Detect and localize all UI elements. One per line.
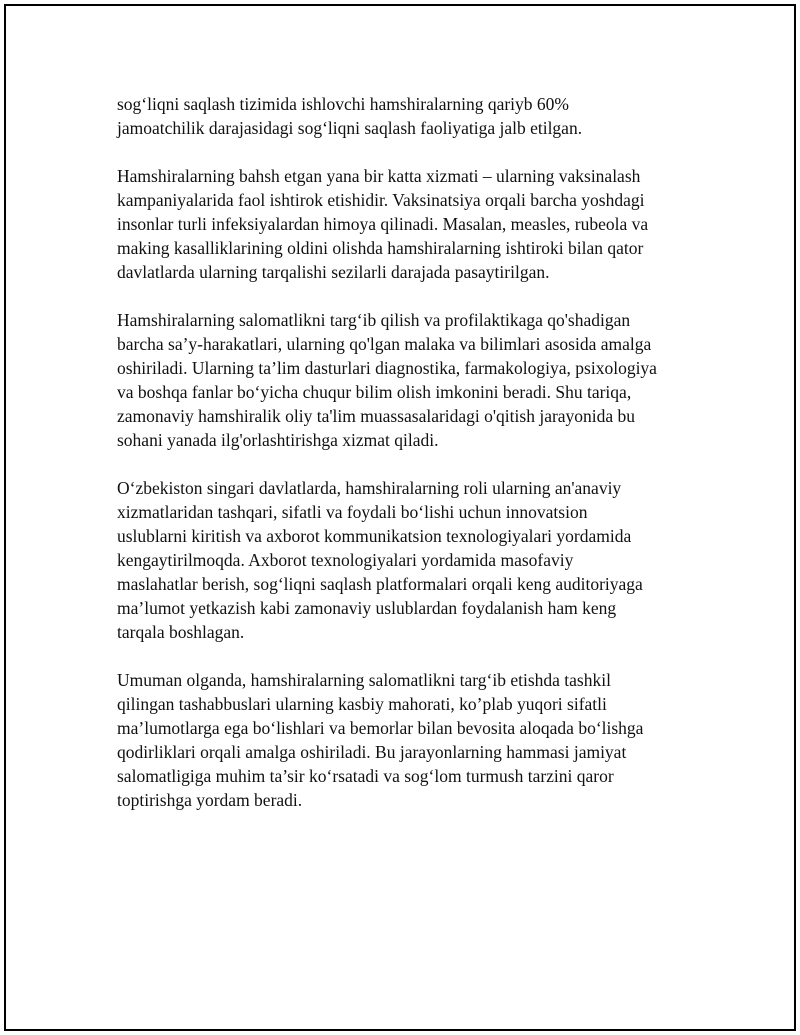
text-line: toptirishga yordam beradi. bbox=[117, 790, 303, 810]
text-line: salomatligiga muhim ta’sir ko‘rsatadi va sog‘lom turmush tarzini qaror bbox=[117, 766, 614, 786]
text-line: kengaytirilmoqda. Axborot texnologiyalari yordamida masofaviy bbox=[117, 550, 574, 570]
text-line: making kasalliklarining oldini olishda hamshiralarning ishtiroki bilan qator bbox=[117, 238, 644, 258]
paragraph bbox=[117, 308, 697, 452]
text-line: maslahatlar berish, sog‘liqni saqlash platformalari orqali keng auditoriyaga bbox=[117, 574, 643, 594]
text-line: uslublarni kiritish va axborot kommunikatsion texnologiyalari yordamida bbox=[117, 526, 632, 546]
text-line: sog‘liqni saqlash tizimida ishlovchi hamshiralarning qariyb 60% bbox=[117, 94, 570, 114]
text-line: ma’lumotlarga ega bo‘lishlari va bemorlar bilan bevosita aloqada bo‘lishga bbox=[117, 718, 644, 738]
paragraph bbox=[117, 164, 697, 284]
text-line: Hamshiralarning bahsh etgan yana bir katta xizmati – ularning vaksinalash bbox=[117, 166, 641, 186]
text-line: sohani yanada ilg'orlashtirishga xizmat qiladi. bbox=[117, 430, 439, 450]
text-line: xizmatlaridan tashqari, sifatli va foydali bo‘lishi uchun innovatsion bbox=[117, 502, 588, 522]
text-line: zamonaviy hamshiralik oliy ta'lim muassasalaridagi o'qitish jarayonida bu bbox=[117, 406, 636, 426]
text-line: barcha sa’y-harakatlari, ularning qo'lgan malaka va bilimlari asosida amalga bbox=[117, 334, 652, 354]
text-line: qodirliklari orqali amalga oshiriladi. Bu jarayonlarning hammasi jamiyat bbox=[117, 742, 627, 762]
text-line: qilingan tashabbuslari ularning kasbiy mahorati, ko’plab yuqori sifatli bbox=[117, 694, 607, 714]
text-line: jamoatchilik darajasidagi sog‘liqni saqlash faoliyatiga jalb etilgan. bbox=[117, 118, 583, 138]
text-line: kampaniyalarida faol ishtirok etishidir. Vaksinatsiya orqali barcha yoshdagi bbox=[117, 190, 645, 210]
document-body bbox=[117, 92, 697, 836]
text-line: O‘zbekiston singari davlatlarda, hamshiralarning roli ularning an'anaviy bbox=[117, 478, 622, 498]
paragraph bbox=[117, 668, 697, 812]
paragraph bbox=[117, 92, 697, 140]
text-line: va boshqa fanlar bo‘yicha chuqur bilim olish imkonini beradi. Shu tariqa, bbox=[117, 382, 632, 402]
text-line: Hamshiralarning salomatlikni targ‘ib qilish va profilaktikaga qo'shadigan bbox=[117, 310, 631, 330]
paragraph bbox=[117, 476, 697, 644]
text-line: davlatlarda ularning tarqalishi sezilarli darajada pasaytirilgan. bbox=[117, 262, 550, 282]
text-line: oshiriladi. Ularning ta’lim dasturlari diagnostika, farmakologiya, psixologiya bbox=[117, 358, 657, 378]
text-line: Umuman olganda, hamshiralarning salomatlikni targ‘ib etishda tashkil bbox=[117, 670, 611, 690]
text-line: ma’lumot yetkazish kabi zamonaviy uslublardan foydalanish ham keng bbox=[117, 598, 617, 618]
text-line: insonlar turli infeksiyalardan himoya qilinadi. Masalan, measles, rubeola va bbox=[117, 214, 649, 234]
text-line: tarqala boshlagan. bbox=[117, 622, 245, 642]
